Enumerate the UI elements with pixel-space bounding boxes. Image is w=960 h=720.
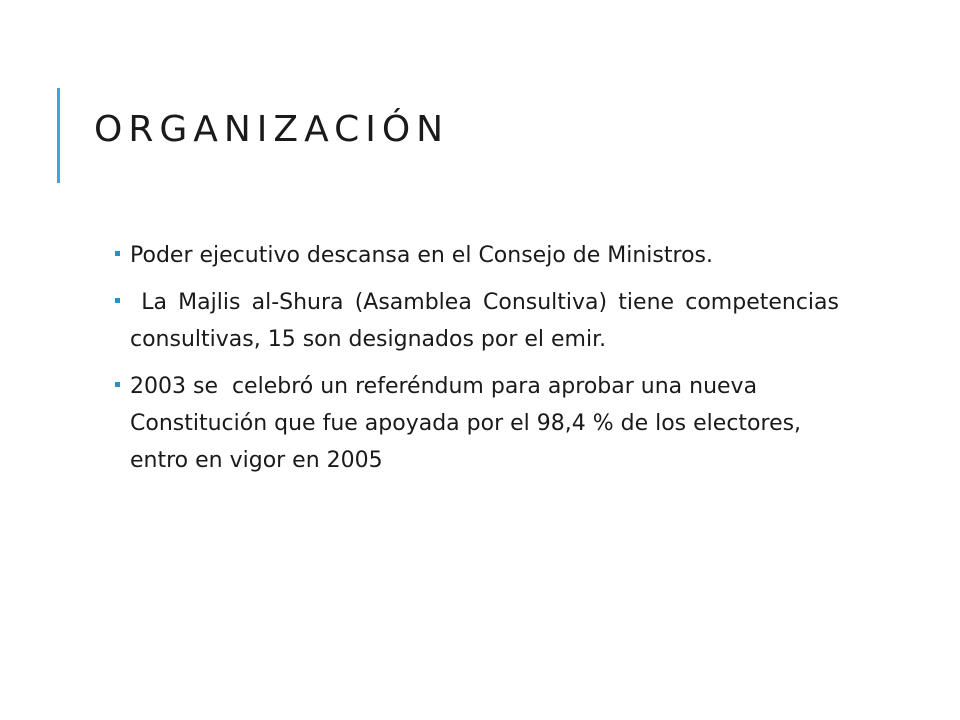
bullet-list [113,237,846,489]
bullet-text: 2003 se celebró un referéndum para aprobar una nueva Constitución que fue apoyada por el 98,4 % de los electores, entro en vigor en 2005 [130,374,809,473]
list-item [113,368,839,479]
bullet-text: La Majlis al-Shura (Asamblea Consultiva) tiene competencias consultivas, 15 son designados por el emir. [130,290,846,352]
slide-title: ORGANIZACIÓN [94,109,450,150]
square-bullet-icon [115,298,120,303]
square-bullet-icon [115,251,120,256]
list-item [113,237,839,274]
title-accent-bar [57,88,60,183]
list-item [113,284,846,358]
bullet-text: Poder ejecutivo descansa en el Consejo de Ministros. [130,243,713,268]
square-bullet-icon [115,382,120,387]
